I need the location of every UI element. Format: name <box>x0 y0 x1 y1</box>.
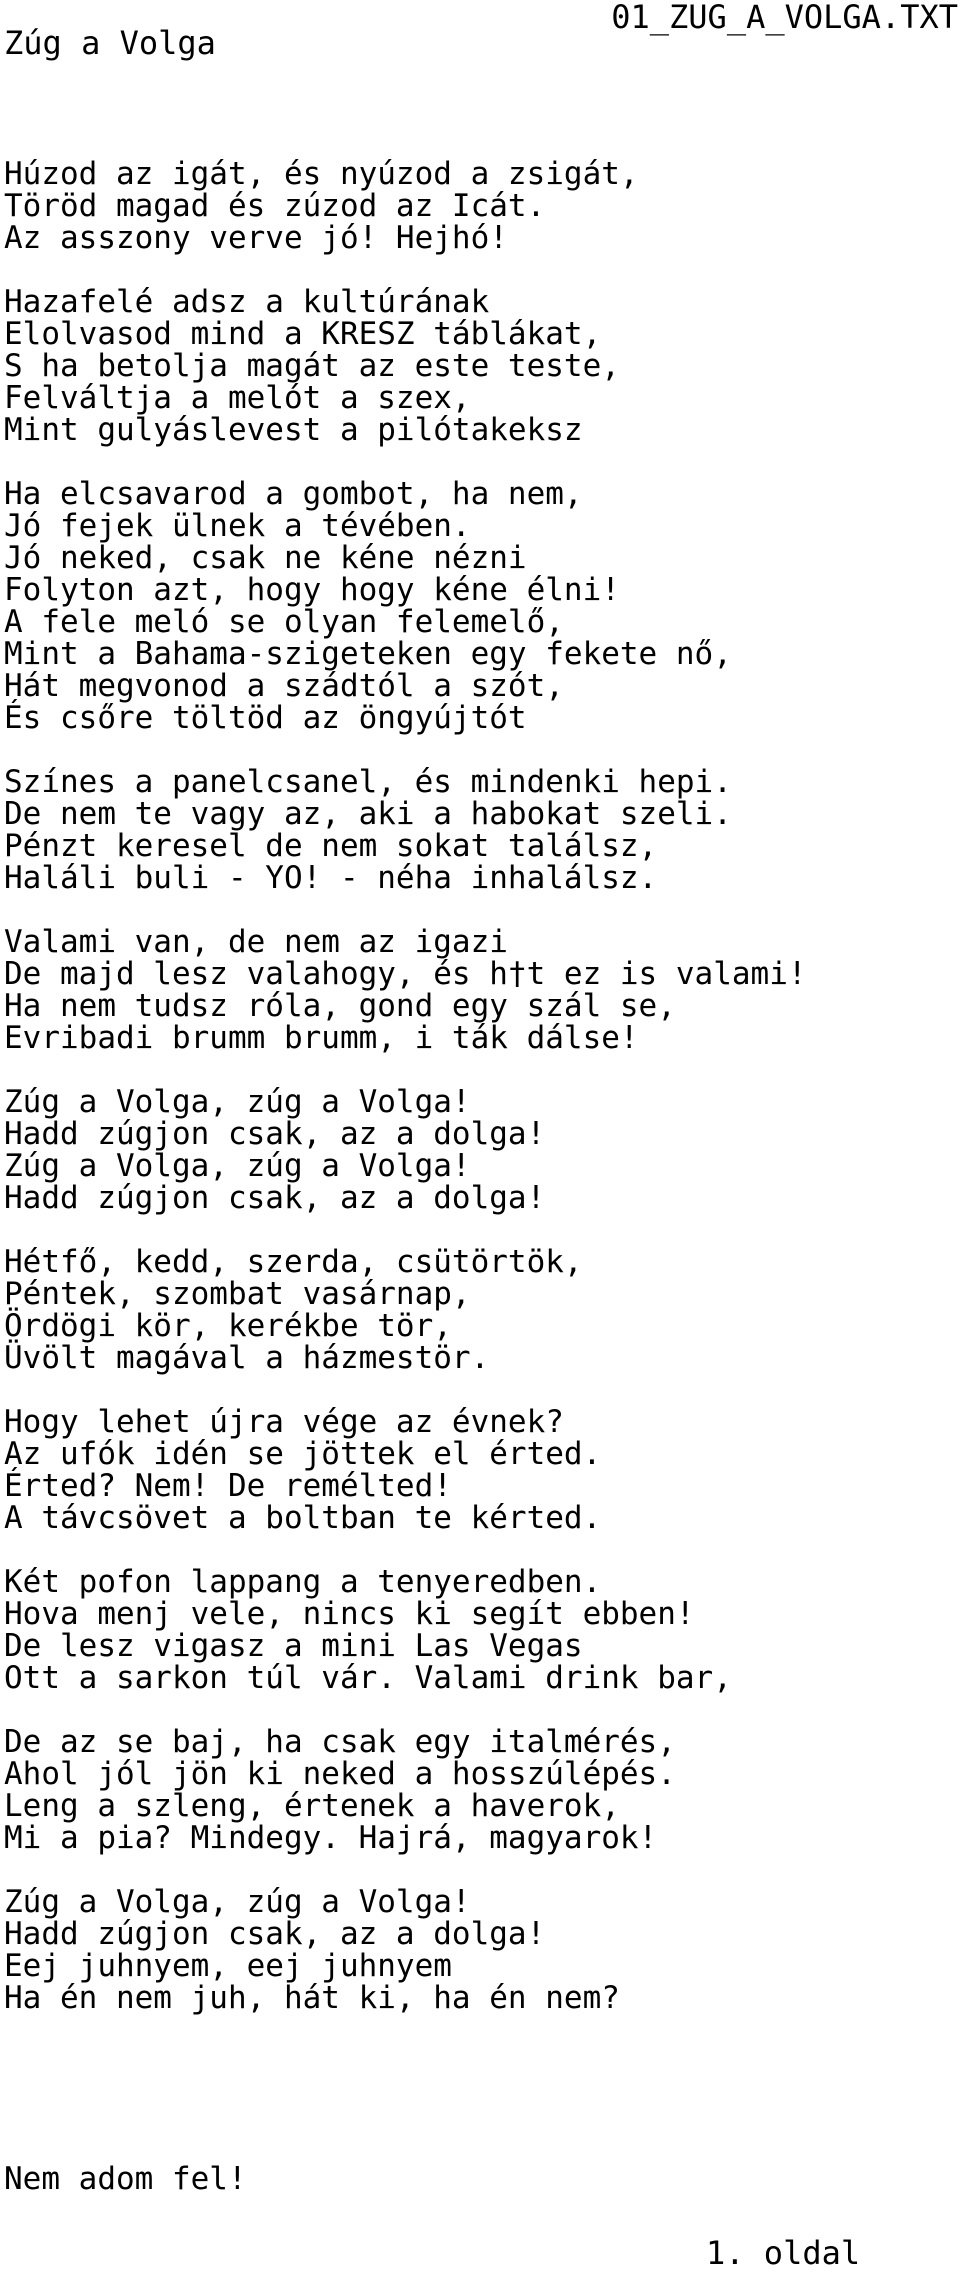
lyric-line: Hétfő, kedd, szerda, csütörtök, <box>4 1244 583 1280</box>
lyric-line: De nem te vagy az, aki a habokat szeli. <box>4 796 732 832</box>
lyric-line: Ott a sarkon túl vár. Valami drink bar, <box>4 1660 732 1696</box>
page-number: 1. oldal <box>706 2234 861 2272</box>
stanza <box>4 478 954 734</box>
lyric-line: Az ufók idén se jöttek el érted. <box>4 1436 602 1472</box>
lyric-line: Zúg a Volga, zúg a Volga! <box>4 1148 471 1184</box>
lyric-line: Az asszony verve jó! Hejhó! <box>4 220 508 256</box>
lyric-line: Valami van, de nem az igazi <box>4 924 508 960</box>
stanza <box>4 1086 954 1214</box>
lyric-line: Hazafelé adsz a kultúrának <box>4 284 490 320</box>
lyric-line: Evribadi brumm brumm, i ták dálse! <box>4 1020 639 1056</box>
lyric-line: Zúg a Volga, zúg a Volga! <box>4 1084 471 1120</box>
lyric-line: Hogy lehet újra vége az évnek? <box>4 1404 564 1440</box>
lyric-line: De az se baj, ha csak egy italmérés, <box>4 1724 676 1760</box>
lyric-line: Ha nem tudsz róla, gond egy szál se, <box>4 988 676 1024</box>
lyric-line: Mint gulyáslevest a pilótakeksz <box>4 412 583 448</box>
lyric-line: Eej juhnyem, eej juhnyem <box>4 1948 452 1984</box>
lyric-line: Töröd magad és zúzod az Icát. <box>4 188 546 224</box>
lyric-line: Haláli buli - YO! - néha inhalálsz. <box>4 860 658 896</box>
lyric-line: Mint a Bahama-szigeteken egy fekete nő, <box>4 636 732 672</box>
lyric-line: S ha betolja magát az este teste, <box>4 348 620 384</box>
stanza <box>4 766 954 894</box>
lyric-line: Leng a szleng, értenek a haverok, <box>4 1788 620 1824</box>
lyric-line: Érted? Nem! De remélted! <box>4 1468 452 1504</box>
lyric-line: Ördögi kör, kerékbe tör, <box>4 1308 452 1344</box>
stanza <box>4 1886 954 2014</box>
lyric-line: Felváltja a melót a szex, <box>4 380 471 416</box>
lyric-line: Üvölt magával a házmestör. <box>4 1340 490 1376</box>
lyric-line: Folyton azt, hogy hogy kéne élni! <box>4 572 620 608</box>
stanza <box>4 286 954 446</box>
file-name: 01_ZUG_A_VOLGA.TXT <box>611 0 958 36</box>
lyric-line: Húzod az igát, és nyúzod a zsigát, <box>4 156 639 192</box>
lyric-line: Hova menj vele, nincs ki segít ebben! <box>4 1596 695 1632</box>
stanza <box>4 1726 954 1854</box>
lyric-line: Ahol jól jön ki neked a hosszúlépés. <box>4 1756 676 1792</box>
lyric-line: Zúg a Volga, zúg a Volga! <box>4 1884 471 1920</box>
stanza <box>4 1566 954 1694</box>
lyric-line: Színes a panelcsanel, és mindenki hepi. <box>4 764 732 800</box>
lyric-line: És csőre töltöd az öngyújtót <box>4 700 527 736</box>
lyric-line: A távcsövet a boltban te kérted. <box>4 1500 602 1536</box>
lyric-line: Jó neked, csak ne kéne nézni <box>4 540 527 576</box>
lyric-line: Két pofon lappang a tenyeredben. <box>4 1564 602 1600</box>
lyric-line: De majd lesz valahogy, és h†t ez is valami! <box>4 956 807 992</box>
lyric-line: Mi a pia? Mindegy. Hajrá, magyarok! <box>4 1820 658 1856</box>
lyric-line: Hadd zúgjon csak, az a dolga! <box>4 1180 546 1216</box>
lyric-line: Hadd zúgjon csak, az a dolga! <box>4 1116 546 1152</box>
document-title: Zúg a Volga <box>4 24 216 62</box>
lyric-line: Elolvasod mind a KRESZ táblákat, <box>4 316 602 352</box>
lyric-line: Pénzt keresel de nem sokat találsz, <box>4 828 658 864</box>
lyric-line: Ha elcsavarod a gombot, ha nem, <box>4 476 583 512</box>
lyric-line: Péntek, szombat vasárnap, <box>4 1276 471 1312</box>
lyric-line: Jó fejek ülnek a tévében. <box>4 508 471 544</box>
stanza <box>4 1246 954 1374</box>
stanza <box>4 926 954 1054</box>
lyric-line: Hát megvonod a szádtól a szót, <box>4 668 564 704</box>
lyric-line: Hadd zúgjon csak, az a dolga! <box>4 1916 546 1952</box>
lyric-line: Ha én nem juh, hát ki, ha én nem? <box>4 1980 620 2016</box>
lyrics-body <box>4 158 954 2046</box>
closing-line: Nem adom fel! <box>4 2161 247 2197</box>
stanza <box>4 1406 954 1534</box>
lyric-line: De lesz vigasz a mini Las Vegas <box>4 1628 583 1664</box>
lyric-line: A fele meló se olyan felemelő, <box>4 604 564 640</box>
stanza <box>4 158 954 254</box>
